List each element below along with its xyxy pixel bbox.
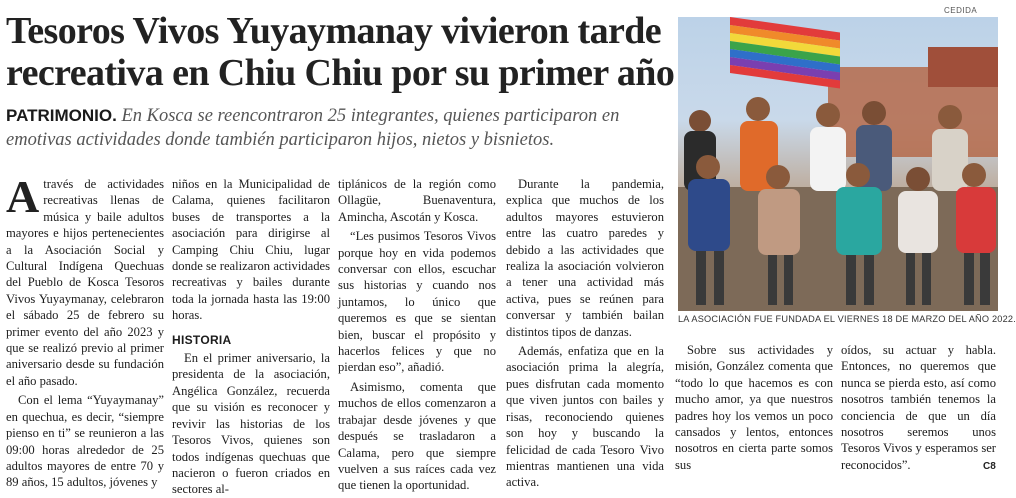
kicker-text: En Kosca se reencontraron 25 integrantes, quienes participaron en emotivas actividades donde también participaron hijos, nietos y bisnietos. [6, 106, 620, 150]
drop-cap: A [6, 171, 40, 222]
body-column-5 [675, 342, 833, 472]
paragraph: “Les pusimos Tesoros Vivos porque hoy en vida podemos conversar con ellos, escuchar sus historias y cuando nos juntamos, lo único que queremos es que se sientan bien, buscar el propósito y hacerlos felices y que no pierdan eso”, añadió. [338, 229, 496, 375]
paragraph: Con el lema “Yuyaymanay” en quechua, es decir, “siempre pienso en ti” se reunieron a las 09:00 horas alrededor de 25 adultos mayores de entre 70 y 89 años, 15 adultos, jóvenes y [6, 393, 164, 490]
paragraph: tiplánicos de la región como Ollagüe, Buenaventura, Amincha, Ascotán y Kosca. [338, 177, 496, 224]
section-tag: PATRIMONIO. [6, 106, 117, 125]
paragraph: Através de actividades recreativas llenas de música y baile adultos mayores e hijos pertenecientes a la Asociación Social y Cultural Indígena Quechuas del Pueblo de Kosca Tesoros Vivos Yuyaymanay, celebraron el sábado 25 de febrero su primer evento del año 2023 y que se realizó previo al primer aniversario desde su fundación el año pasado. [6, 171, 164, 388]
paragraph: niños en la Municipalidad de Calama, quienes facilitaron buses de transportes a la asociación para dirigirse al Camping Chiu Chiu, lugar donde se realizaron actividades recreativas y bailes durante toda la jornada hasta las 19:00 horas. [172, 177, 330, 323]
end-mark: C8 [983, 461, 996, 472]
body-column-3 [338, 176, 496, 493]
group-photo-illustration [678, 17, 998, 311]
subhead-historia: HISTORIA [172, 332, 232, 347]
body-column-1 [6, 171, 164, 490]
paragraph: Además, enfatiza que en la asociación prima la alegría, pues disfrutan cada momento que viven juntos con bailes y risas, reconociendo quienes son hoy y buscando la felicidad de cada Tesoro Vivo mientras mantienen una vida activa. [506, 344, 664, 490]
kicker [6, 104, 674, 152]
paragraph: Asimismo, comenta que muchos de ellos comenzaron a trabajar desde jóvenes y que después se trasladaron a Calama, pero que siempre vuelven a sus raíces cada vez que tienen la oportunidad. [338, 379, 496, 493]
photo-credit: CEDIDA [944, 6, 978, 15]
headline: Tesoros Vivos Yuyaymanay vivieron tarde recreativa en Chiu Chiu por su primer año [6, 10, 675, 94]
body-column-4 [506, 176, 664, 490]
paragraph: oídos, su actuar y habla. Entonces, no queremos que nunca se pierda esto, así como nosotros también tenemos la conciencia de que un día nosotros seremos unos Tesoros Vivos y esperamos ser reconocidos”. [841, 343, 996, 472]
paragraph: En el primer aniversario, la presidenta de la asociación, Angélica González, recuerda que su visión es reconocer y revivir las historias de los Tesoros Vivos, quienes son todos indígenas quechuas que nacieron o fueron criados en sectores al- [172, 351, 330, 497]
group-photo [678, 17, 998, 311]
body-column-2 [172, 176, 330, 497]
paragraph: Sobre sus actividades y misión, González comenta que “todo lo que hacemos es con mucho amor, ya que nuestros padres hoy los vemos un poco cansados y lentos, entonces nosotros en cierta parte somos sus [675, 343, 833, 472]
photo-caption: LA ASOCIACIÓN FUE FUNDADA EL VIERNES 18 DE MARZO DEL AÑO 2022. [678, 314, 1016, 324]
body-column-6 [841, 342, 996, 472]
paragraph: Durante la pandemia, explica que muchos de los adultos mayores estuvieron entre las cuatro paredes y debido a las actividades que realiza la asociación volvieron a tener una actividad más activa, pues se reúnen para conversar y también bailan distintos tipos de danzas. [506, 177, 664, 339]
